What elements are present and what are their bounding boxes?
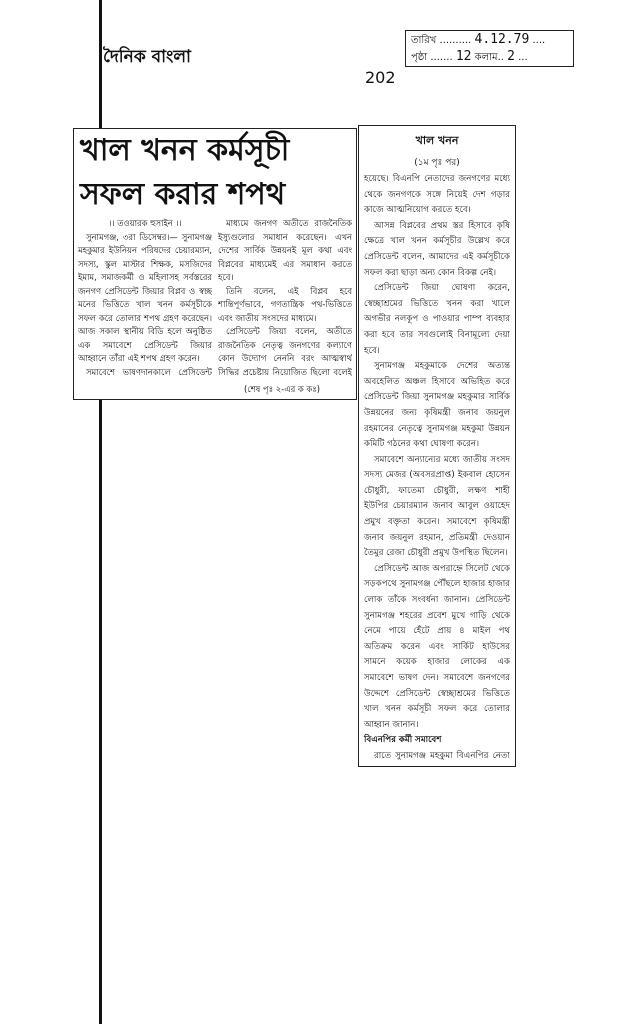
- byline: ।। তওয়ারক হুসাইন ।।: [108, 218, 182, 228]
- headline-line-1: খাল খনন কর্মসূচী: [80, 133, 290, 168]
- newspaper-name: দৈনিক বাংলা: [103, 47, 191, 67]
- page-row: পৃষ্ঠা ....... 12 কলাম.. 2 ...: [411, 49, 528, 64]
- continued-from-note: (১ম পৃঃ পর): [414, 158, 460, 168]
- paragraph: রাতে সুনামগঞ্জ মহকুমা বিএনপির নেতা: [374, 750, 510, 761]
- subheading: বিএনপির কর্মী সমাবেশ: [364, 735, 442, 746]
- paragraph: প্রেসিডেন্ট আজ অপরাহ্নে সিলেট থেকে সড়কপথে সুনামগঞ্জ পৌঁছলে হাজার হাজার লোক তাঁকে সংবর্ধনা জানান। প্রেসিডেন্ট সুনামগঞ্জ শহরের প্রবেশ মুখে গাড়ি থেকে নেমে পায়ে হেঁটে প্রায় ৪ মাইল পথ অতিক্রম করেন এবং সার্কিট হাউসের সামনে কয়েক হাজার লোকের এক সমাবেশে ভাষণ দেন। সমাবেশে জনগণের উদ্দেশে প্রেসিডেন্ট স্বেচ্ছাশ্রমের ভিত্তিতে খাল খনন কর্মসূচী সফল করে তোলার আহ্বান জানান।: [364, 563, 510, 730]
- archive-page-number: 202: [365, 68, 396, 87]
- date-page-stamp: [405, 30, 574, 67]
- continued-note: (শেষ পৃঃ ২-এর ক কঃ): [214, 383, 350, 397]
- paragraph: মাধ্যমে জনগণ অতীতে রাজনৈতিক ইস্যুগুলোর সমাধান করেছেন। এখন দেশের সার্বিক উন্নয়নই মূল কথা এবং বিপ্লবের মাধ্যমেই এর সমাধান করতে হবে।: [218, 218, 352, 282]
- paragraph: আসন্ন বিপ্লবের প্রথম স্তর হিসাবে কৃষি ক্ষেত্রে খাল খনন কর্মসূচীর উল্লেখ করে প্রেসিডেন্ট বলেন, আমাদের এই কর্মসূচীকে সফল করা ছাড়া অন্য কোন বিকল্প নেই।: [364, 220, 510, 278]
- paragraph: সুনামগঞ্জ, ৩রা ডিসেম্বর।— সুনামগঞ্জ মহকুমার ইউনিয়ন পরিষদের চেয়ারম্যান, সদস্য, স্কুল মাস্টার শিক্ষক, মসজিদের ইমাম, সমাজকর্মী ও মহিলাসহ সর্বস্তরের জনগণ প্রেসিডেন্ট জিয়ার বিপ্লব ও স্বচ্ছ মনের ভিত্তিতে খাল খনন কর্মসূচীকে সফল করে তোলার শপথ গ্রহণ করেছেন। আজ সকাল স্থানীয় বিডি হলে অনুষ্ঠিত এক সমাবেশে প্রেসিডেন্ট জিয়ার আহ্বানে তাঁরা এই শপথ গ্রহণ করেন।: [78, 231, 212, 363]
- paragraph: সুনামগঞ্জ মহকুমাকে দেশের অত্যন্ত অবহেলিত অঞ্চল হিসাবে অভিহিত করে প্রেসিডেন্ট জিয়া সুনামগঞ্জ মহকুমার সার্বিক উন্নয়নের জন্য কৃষিমন্ত্রী জনাব জয়নুল রহমানের নেতৃত্বে সুনামগঞ্জ মহকুমা উন্নয়ন কমিটি গঠনের কথা ঘোষণা করেন।: [364, 361, 510, 450]
- paragraph: প্রেসিডেন্ট জিয়া বলেন, অতীতে রাজনৈতিক নেতৃত্ব জনগণের কল্যাণে কোন উদ্যোগ নেননি বরং আত্মস্বার্থ সিদ্ধির প্রচেষ্টায় নিয়োজিত ছিলো বলেই: [218, 326, 352, 377]
- date-label: তারিখ: [411, 35, 437, 46]
- paragraph: প্রেসিডেন্ট জিয়া ঘোষণা করেন, স্বেচ্ছাশ্রমের ভিত্তিতে খনন করা খালে অগভীর নলকূপ ও পাওয়ার পাম্প ব্যবহার করা হবে তার সবগুলোই বিনামূল্যে দেয়া হবে।: [364, 283, 510, 356]
- column-label: কলাম: [474, 52, 498, 63]
- article-clipping: [73, 128, 357, 400]
- headline-line-2: সফল করার শপথ: [80, 177, 286, 212]
- date-value: 4.12.79: [474, 32, 530, 47]
- page-value: 12: [455, 49, 472, 64]
- continuation-body: [359, 172, 515, 767]
- article-right-column: [218, 217, 352, 377]
- date-row: তারিখ .......... 4.12.79 ....: [411, 32, 546, 47]
- column-value: 2: [507, 49, 515, 64]
- continuation-clipping: [358, 125, 516, 767]
- paragraph: সমাবেশে ভাষণদানকালে প্রেসিডেন্ট: [86, 366, 212, 377]
- paragraph: হয়েছে। বিএনপি নেতাদের জনগণের মধ্যে থেকে জনগণকে সঙ্গে নিয়েই দেশ গড়ার কাজে আত্মনিয়োগ করতে হবে।: [364, 174, 510, 216]
- article-left-column: [78, 217, 212, 377]
- page-label: পৃষ্ঠা: [411, 52, 428, 63]
- continuation-kicker: খাল খনন: [415, 134, 459, 147]
- article-body: [74, 217, 356, 377]
- paragraph: সমাবেশে অন্যান্যের মধ্যে জাতীয় সংসদ সদস্য মেজর (অবসরপ্রাপ্ত) ইকবাল হোসেন চৌধুরী, ফাতেমা চৌধুরী, লক্ষণ শাহী ইউপির চেয়ারম্যান জনাব আবুল ওয়াহেদ প্রমুখ বক্তৃতা করেন। সমাবেশে কৃষিমন্ত্রী জনাব জয়নুল রহমান, প্রতিমন্ত্রী দেওয়ান তৈমুর রেজা চৌধুরী প্রমুখ উপস্থিত ছিলেন।: [364, 454, 510, 559]
- paragraph: তিনি বলেন, এই বিপ্লব হবে শান্তিপূর্ণভাবে, গণতান্ত্রিক পথ-ভিত্তিতে এবং জাতীয় সংসদের মাধ্যমে।: [218, 285, 352, 323]
